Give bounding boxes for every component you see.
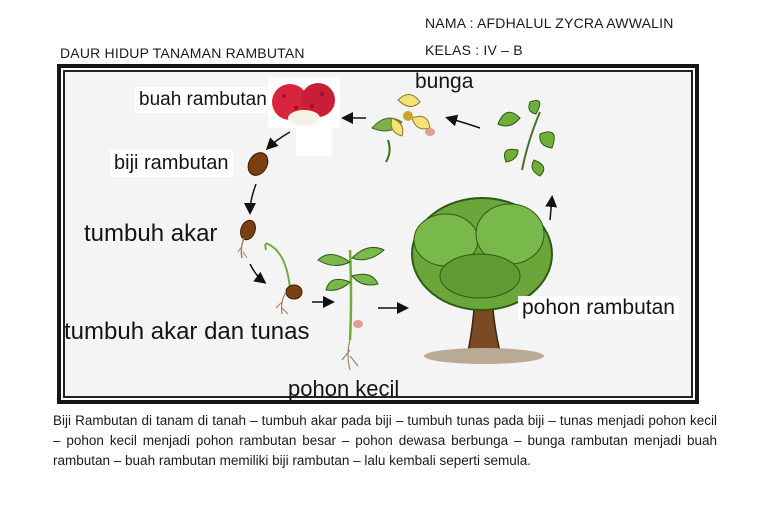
stage-label-flower: bunga	[415, 70, 474, 93]
stage-label-seed: biji rambutan	[110, 150, 233, 177]
stage-label-tree: pohon rambutan	[518, 296, 679, 320]
stage-label-small-tree: pohon kecil	[288, 376, 400, 401]
flower-image	[372, 94, 435, 162]
stage-label-root-shoot: tumbuh akar dan tunas	[64, 318, 310, 345]
rooting-seed-image	[238, 218, 258, 258]
arrow-seed-to-root	[250, 184, 256, 212]
arrow-root-to-sprout	[250, 264, 264, 282]
student-name: NAMA : AFDHALUL ZYCRA AWWALIN	[425, 15, 674, 31]
stage-label-root: tumbuh akar	[84, 220, 218, 247]
seed-image	[244, 149, 272, 179]
arrow-tree-to-branch	[550, 198, 552, 220]
rambutan-tree-image	[412, 198, 552, 364]
student-class: KELAS : IV – B	[425, 42, 523, 58]
cycle-description: Biji Rambutan di tanam di tanah – tumbuh akar pada biji – tumbuh tunas pada biji – tunas menjadi pohon kecil – pohon kecil menjadi pohon rambutan besar – pohon dewasa berbunga – bunga rambutan menjadi buah rambutan – buah rambutan memiliki biji rambutan – lalu kembali seperti semula.	[53, 413, 717, 468]
rambutan-fruit-image	[268, 78, 340, 156]
arrow-fruit-to-seed	[268, 132, 290, 148]
leafy-branch-image	[498, 101, 554, 177]
arrow-branch-to-flower	[448, 118, 480, 128]
stage-label-fruit: buah rambutan	[135, 87, 271, 113]
sprouting-seed-image	[265, 244, 302, 314]
seedling-image	[318, 247, 384, 370]
diagram-title: DAUR HIDUP TANAMAN RAMBUTAN	[60, 45, 305, 61]
